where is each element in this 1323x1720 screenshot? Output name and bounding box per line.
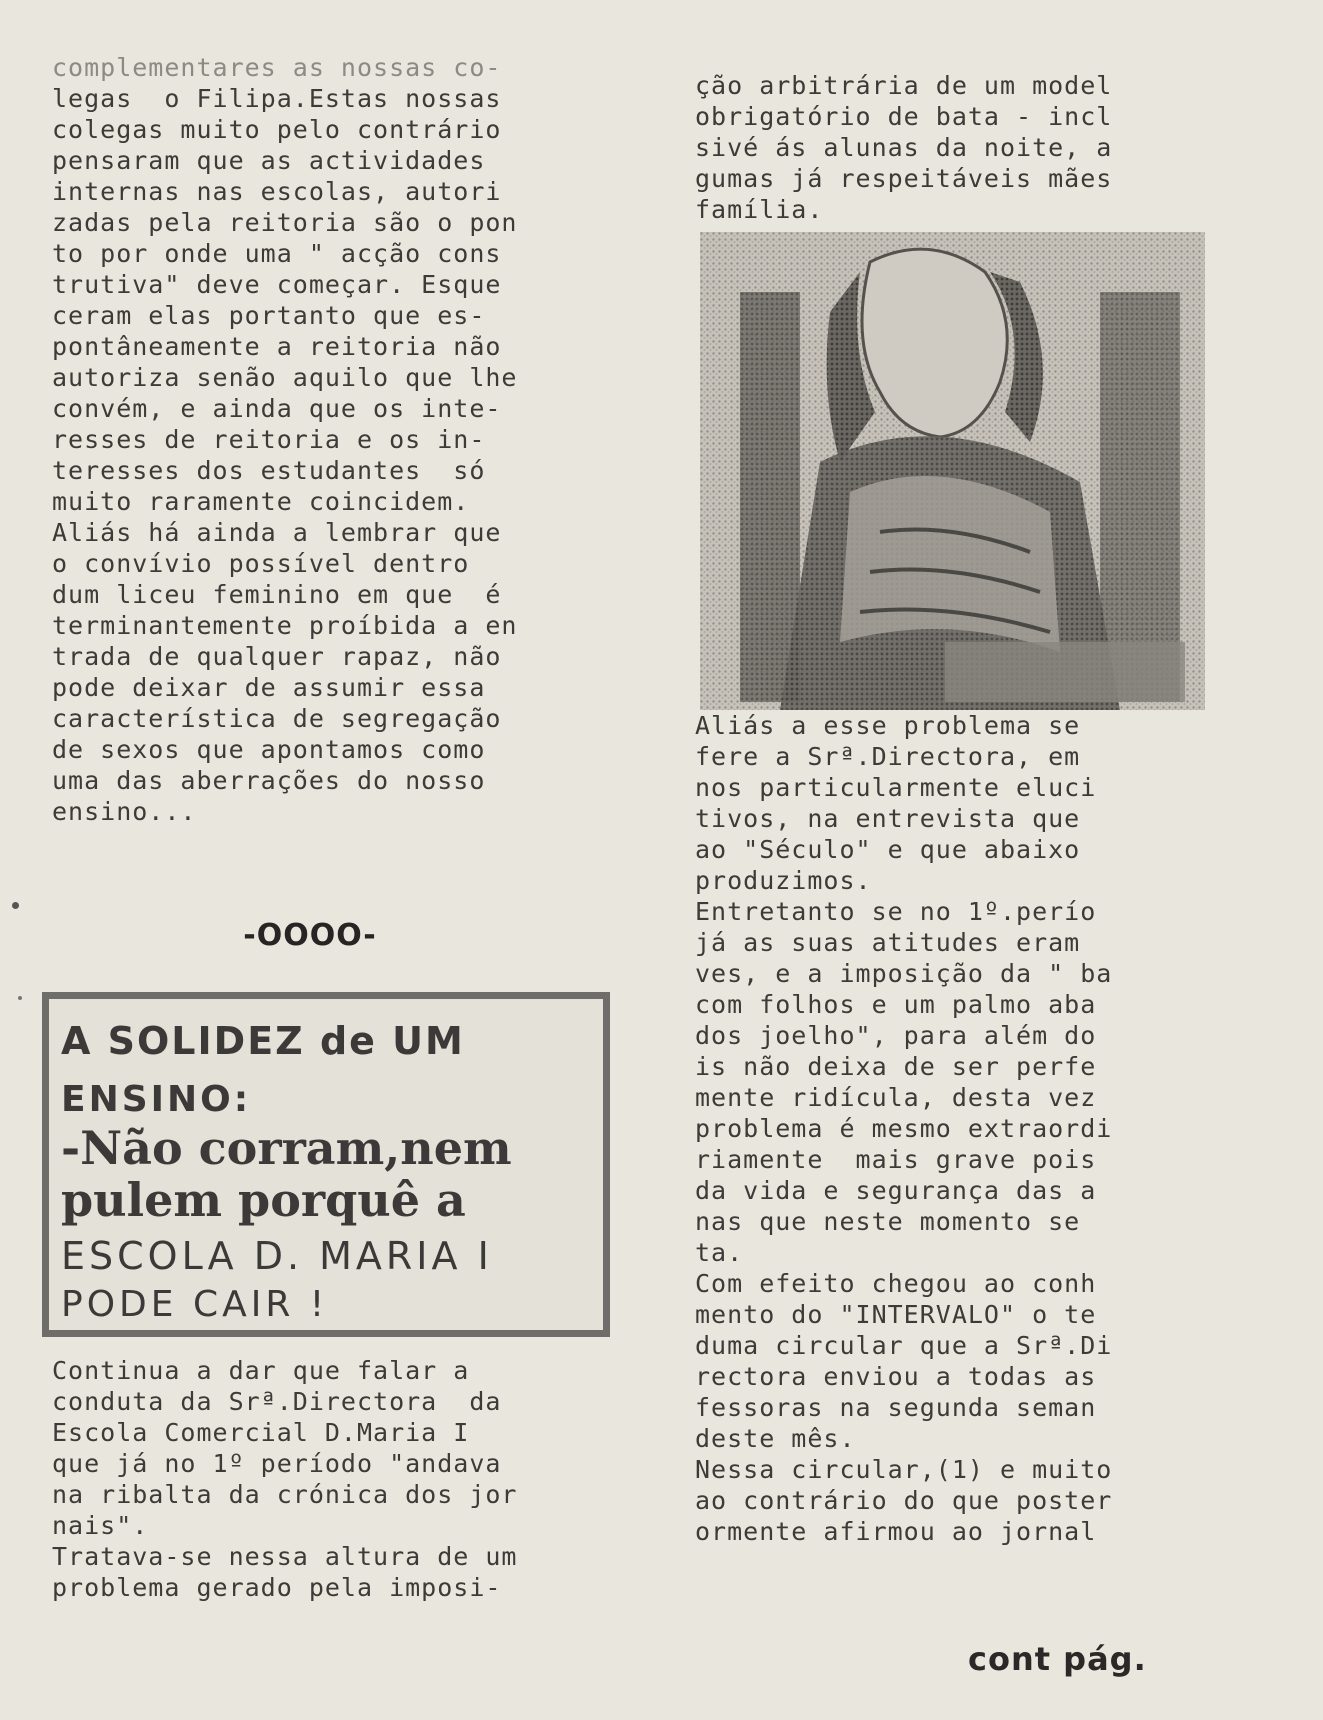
text-line: conduta da Srª.Directora da [52, 1387, 502, 1416]
text-line: to por onde uma " acção cons [52, 239, 502, 268]
text-line: na ribalta da crónica dos jor [52, 1480, 518, 1509]
text-line: Aliás a esse problema se [695, 711, 1081, 740]
text-line: gumas já respeitáveis mães [695, 164, 1113, 193]
text-line: zadas pela reitoria são o pon [52, 208, 518, 237]
text-line: que já no 1º período "andava [52, 1449, 502, 1478]
text-line: Aliás há ainda a lembrar que [52, 518, 502, 547]
headline-line-4: pulem porquê a [61, 1173, 466, 1227]
text-line: já as suas atitudes eram [695, 928, 1081, 957]
text-line: convém, e ainda que os inte- [52, 394, 502, 423]
headline-line-1: A SOLIDEZ de UM [61, 1019, 465, 1063]
text-line: produzimos. [695, 866, 872, 895]
text-line: ta. [695, 1238, 744, 1267]
text-line: Entretanto se no 1º.perío [695, 897, 1097, 926]
continued-on-page-label: cont pág. [968, 1640, 1147, 1678]
text-line: fere a Srª.Directora, em [695, 742, 1081, 771]
text-line: legas o Filipa.Estas nossas [52, 84, 502, 113]
text-line: muito raramente coincidem. [52, 487, 470, 516]
text-line: nais". [52, 1511, 149, 1540]
text-line: rectora enviou a todas as [695, 1362, 1097, 1391]
text-line: pontâneamente a reitoria não [52, 332, 502, 361]
text-line: uma das aberrações do nosso [52, 766, 486, 795]
section-divider-ornament: -OOOO- [243, 918, 377, 953]
left-bottom-text [52, 1355, 632, 1603]
text-line: Tratava-se nessa altura de um [52, 1542, 518, 1571]
text-line: problema gerado pela imposi- [52, 1573, 502, 1602]
text-line: Escola Comercial D.Maria I [52, 1418, 470, 1447]
text-line: pode deixar de assumir essa [52, 673, 486, 702]
text-line: Com efeito chegou ao conh [695, 1269, 1097, 1298]
text-line: teresses dos estudantes só [52, 456, 486, 485]
text-line: de sexos que apontamos como [52, 735, 486, 764]
headline-line-5: ESCOLA D. MARIA I [61, 1234, 493, 1278]
headline-line-6: PODE CAIR ! [61, 1284, 329, 1325]
text-line: problema é mesmo extraordi [695, 1114, 1113, 1143]
text-line: mento do "INTERVALO" o te [695, 1300, 1097, 1329]
headline-line-2: ENSINO: [61, 1079, 252, 1120]
ink-dot [18, 996, 22, 1000]
text-line: ves, e a imposição da " ba [695, 959, 1113, 988]
text-line: deste mês. [695, 1424, 856, 1453]
text-line: duma circular que a Srª.Di [695, 1331, 1113, 1360]
text-line: fessoras na segunda seman [695, 1393, 1097, 1422]
text-line: ensino... [52, 797, 197, 826]
text-line: pensaram que as actividades [52, 146, 486, 175]
text-line: terminantemente proíbida a en [52, 611, 518, 640]
text-line: colegas muito pelo contrário [52, 115, 502, 144]
text-line: da vida e segurança das a [695, 1176, 1097, 1205]
text-line: riamente mais grave pois [695, 1145, 1097, 1174]
left-column-text [52, 52, 632, 827]
text-line: trada de qualquer rapaz, não [52, 642, 502, 671]
text-line: ormente afirmou ao jornal [695, 1517, 1097, 1546]
text-line: com folhos e um palmo aba [695, 990, 1097, 1019]
text-line: Nessa circular,(1) e muito [695, 1455, 1113, 1484]
text-line: família. [695, 195, 824, 224]
right-bottom-text [695, 710, 1215, 1547]
text-line: nas que neste momento se [695, 1207, 1081, 1236]
text-line: ção arbitrária de um model [695, 71, 1113, 100]
text-line: autoriza senão aquilo que lhe [52, 363, 518, 392]
text-line: mente ridícula, desta vez [695, 1083, 1097, 1112]
headline-box [42, 992, 610, 1337]
text-line: tivos, na entrevista que [695, 804, 1081, 833]
text-line: is não deixa de ser perfe [695, 1052, 1097, 1081]
text-line: dos joelho", para além do [695, 1021, 1097, 1050]
text-line: internas nas escolas, autori [52, 177, 502, 206]
text-line: o convívio possível dentro [52, 549, 470, 578]
text-line: característica de segregação [52, 704, 502, 733]
text-line: obrigatório de bata - incl [695, 102, 1113, 131]
text-line: ao contrário do que poster [695, 1486, 1113, 1515]
text-line: sivé ás alunas da noite, a [695, 133, 1113, 162]
text-line: Continua a dar que falar a [52, 1356, 470, 1385]
text-line: dum liceu feminino em que é [52, 580, 502, 609]
ink-dot [12, 902, 19, 909]
text-line: ao "Século" e que abaixo [695, 835, 1081, 864]
right-top-text [695, 70, 1215, 225]
text-line: complementares as nossas co- [52, 53, 502, 82]
text-line: resses de reitoria e os in- [52, 425, 486, 454]
text-line: trutiva" deve começar. Esque [52, 270, 502, 299]
text-line: nos particularmente eluci [695, 773, 1097, 802]
portrait-illustration [700, 232, 1205, 710]
text-line: ceram elas portanto que es- [52, 301, 486, 330]
headline-line-3: -Não corram,nem [61, 1121, 512, 1175]
